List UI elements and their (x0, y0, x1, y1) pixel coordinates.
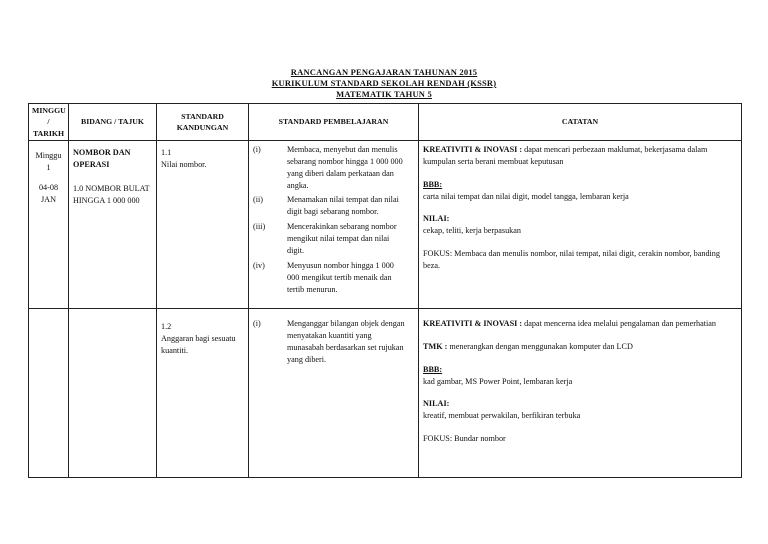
topic-title: 1.0 NOMBOR BULAT HINGGA 1 000 000 (73, 183, 150, 205)
header-catatan: CATATAN (419, 104, 742, 141)
note-bbb: BBB: carta nilai tempat dan nilai digit, model tangga, lembaran kerja (423, 179, 629, 201)
notes-cell (419, 308, 742, 477)
note-tmk: TMK : menerangkan dengan menggunakan komputer dan LCD (423, 341, 633, 351)
learning-standard-cell (249, 308, 419, 477)
note-nilai: NILAI: cekap, teliti, kerja berpasukan (423, 214, 521, 236)
content-standard-text: Nilai nombor. (161, 159, 207, 169)
header-standard-pembelajaran: STANDARD PEMBELAJARAN (249, 104, 419, 141)
notes-cell (419, 140, 742, 308)
list-item: (ii) Menamakan nilai tempat dan nilai digit bagi sebarang nombor. (253, 195, 399, 217)
header-minggu: MINGGU / TARIKH (29, 104, 69, 141)
list-item: (iii) Mencerakinkan sebarang nombor mengikut nilai tempat dan nilai digit. (253, 222, 397, 256)
header-bidang: BIDANG / TAJUK (69, 104, 157, 141)
list-item: (i) Membaca, menyebut dan menulis sebarang nombor hingga 1 000 000 yang diberi dalam perkataan dan angka. (253, 144, 403, 190)
note-kreativiti: KREATIVITI & INOVASI : dapat mencari perbezaan maklumat, bekerjasama dalam kumpulan serta berani membuat keputusan (423, 144, 708, 166)
content-standard-number: 1.2 (161, 321, 172, 331)
week-date: 04-08 JAN (38, 182, 59, 204)
note-bbb: BBB: kad gambar, MS Power Point, lembaran kerja (423, 364, 573, 386)
topic-area: NOMBOR DAN OPERASI (73, 147, 131, 169)
note-nilai: NILAI: kreatif, membuat perwakilan, berfikiran terbuka (423, 399, 581, 421)
content-standard-number: 1.1 (161, 147, 172, 157)
note-kreativiti: KREATIVITI & INOVASI : dapat mencerna idea melalui pengalaman dan pemerhatian (423, 318, 717, 328)
week-cell (29, 308, 69, 477)
week-label: Minggu 1 (35, 150, 62, 172)
document-title: RANCANGAN PENGAJARAN TAHUNAN 2015 (290, 67, 478, 77)
content-standard-cell (157, 308, 249, 477)
table-header-row (29, 104, 742, 141)
note-fokus: FOKUS: Bundar nombor (423, 434, 506, 444)
document-subtitle: KURIKULUM STANDARD SEKOLAH RENDAH (KSSR) (271, 78, 497, 88)
list-item: (iv) Menyusun nombor hingga 1 000 000 mengikut tertib menaik dan tertib menurun. (253, 260, 394, 294)
header-standard-kandungan: STANDARD KANDUNGAN (157, 104, 249, 141)
document-subject: MATEMATIK TAHUN 5 (336, 89, 432, 99)
content-standard-cell (157, 140, 249, 308)
topic-cell (69, 140, 157, 308)
list-item: (i) Menganggar bilangan objek dengan menyatakan kuantiti yang munasabah berdasarkan set rujukan yang diberi. (253, 318, 405, 364)
table-row (29, 308, 742, 477)
lesson-plan-table (28, 103, 742, 478)
topic-cell (69, 308, 157, 477)
table-row (29, 140, 742, 308)
note-fokus: FOKUS: Membaca dan menulis nombor, nilai tempat, nilai digit, cerakin nombor, banding beza. (423, 249, 720, 271)
content-standard-text: Anggaran bagi sesuatu kuantiti. (161, 333, 236, 355)
learning-standard-cell (249, 140, 419, 308)
week-cell (29, 140, 69, 308)
